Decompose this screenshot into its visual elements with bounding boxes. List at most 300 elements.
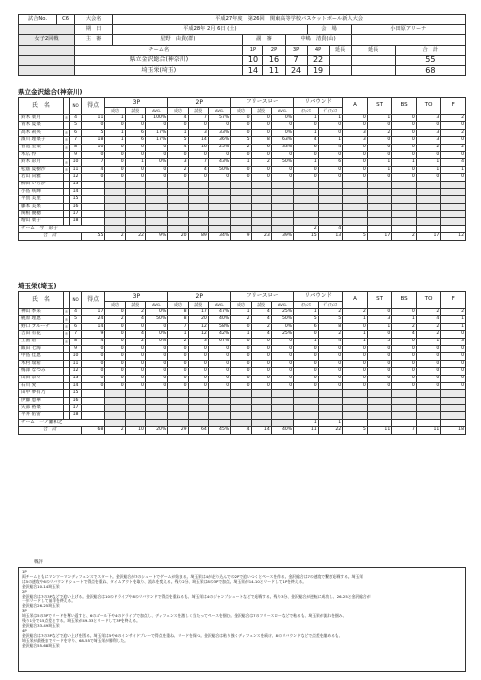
blank-cell	[168, 225, 188, 232]
player-name: 増山 菜子	[19, 218, 64, 225]
player-number: 9	[70, 151, 82, 158]
stat-as: 0	[343, 122, 368, 129]
team-stat-dr: 1	[318, 419, 343, 426]
stat-m2	[168, 218, 188, 225]
stat-af	[251, 390, 271, 397]
col-sub-att: 試投	[188, 302, 208, 309]
stat-af: 4	[251, 316, 271, 323]
total-p2: 45%	[208, 427, 230, 434]
team-stat-as	[343, 225, 368, 232]
totals-label: 合 計	[19, 233, 82, 240]
player-name: 飯田 七海	[19, 345, 64, 352]
stat-a2: 14	[188, 137, 208, 144]
team-row-label	[19, 225, 105, 232]
player-number: 6	[70, 129, 82, 136]
stat-to: 2	[416, 309, 441, 316]
stat-m2	[168, 188, 188, 195]
stat-st: 0	[367, 331, 392, 338]
stat-pf: 0	[271, 360, 293, 367]
total-m3: 2	[105, 233, 125, 240]
player-name: 木広 怜	[19, 151, 64, 158]
stat-p2: 0	[208, 174, 230, 181]
col-2p: 2P	[168, 98, 231, 108]
player-number: 4	[70, 309, 82, 316]
table-row	[19, 338, 466, 345]
col-ft: フリースロー	[231, 98, 294, 108]
stat-bs: 0	[392, 353, 417, 360]
tournament-name: 平成27年度 第26回 関東高等学校バスケットボール新人大会	[113, 15, 466, 25]
stat-st	[367, 390, 392, 397]
stat-a3	[125, 405, 145, 412]
stat-p2: 57%	[208, 115, 230, 122]
stat-m2: 0	[168, 360, 188, 367]
stat-af: 6	[251, 144, 271, 151]
stat-st: 1	[367, 166, 392, 173]
player-name: 伊藤 恵華	[19, 397, 64, 404]
stat-p2: 0	[208, 375, 230, 382]
stat-mf: 2	[231, 316, 251, 323]
player-name: 柳田 いちか	[19, 181, 64, 188]
col-sub-off: ｵﾌｪﾝｽ	[294, 108, 319, 115]
col-sub-avg: AVG.	[208, 302, 230, 309]
starter-mark: ＊	[64, 338, 69, 344]
stat-dr: 0	[318, 360, 343, 367]
stat-pts: 0	[81, 360, 104, 367]
stat-a2: 0	[188, 174, 208, 181]
stat-or: 0	[294, 375, 319, 382]
col-sub-att: 試投	[251, 302, 271, 309]
total-pf: 40%	[271, 427, 293, 434]
stat-p2: 47%	[208, 309, 230, 316]
stat-a2	[188, 211, 208, 218]
stat-m2: 2	[168, 166, 188, 173]
report-line: 金沢総合10-14埼玉栄	[22, 583, 60, 589]
category: 女子2回戦	[19, 35, 75, 45]
blank-cell	[208, 419, 230, 426]
stat-pts	[81, 405, 104, 412]
stat-a2: 20	[188, 316, 208, 323]
stat-pf	[271, 196, 293, 203]
stat-st: 0	[367, 137, 392, 144]
stat-p3: 0	[145, 166, 167, 173]
blank-cell	[188, 225, 208, 232]
total-af: 14	[251, 427, 271, 434]
stat-bs	[392, 203, 417, 210]
total-pts: 68	[81, 427, 104, 434]
col-sub-att: 試投	[125, 302, 145, 309]
stat-mf	[231, 196, 251, 203]
stat-a3: 1	[125, 159, 145, 166]
tournament-label: 大会名	[75, 15, 113, 25]
stat-bs: 0	[392, 151, 417, 158]
player-number: 17	[70, 211, 82, 218]
team-stat-st	[367, 419, 392, 426]
stat-or: 0	[294, 166, 319, 173]
stat-to: 0	[416, 174, 441, 181]
table-row	[19, 137, 466, 144]
stat-m3	[105, 181, 125, 188]
stat-as: 2	[343, 309, 368, 316]
stat-pf: 0	[271, 375, 293, 382]
stat-pts	[81, 218, 104, 225]
stat-f: 0	[441, 375, 466, 382]
player-number: 12	[70, 174, 82, 181]
total-pts: 55	[81, 233, 104, 240]
player-name: 田中 夢有乃	[19, 390, 64, 397]
stat-to: 1	[416, 166, 441, 173]
stat-dr: 0	[318, 129, 343, 136]
stat-dr: 0	[318, 353, 343, 360]
stat-mf: 0	[231, 166, 251, 173]
stat-f: 2	[441, 144, 466, 151]
col-block: BS	[392, 292, 417, 309]
table-row	[19, 159, 466, 166]
stat-to	[416, 211, 441, 218]
quarter-score: 10	[243, 55, 263, 65]
stat-mf	[231, 390, 251, 397]
stat-mf	[231, 181, 251, 188]
stat-or: 4	[294, 137, 319, 144]
col-sub-att: 試投	[188, 108, 208, 115]
stat-m3	[105, 211, 125, 218]
stat-dr	[318, 390, 343, 397]
stat-st	[367, 218, 392, 225]
blank-cell	[271, 419, 293, 426]
quarter-label: 2P	[263, 45, 285, 55]
stat-or: 0	[294, 360, 319, 367]
stat-pts: 14	[81, 323, 104, 330]
stat-f	[441, 181, 466, 188]
stat-m3	[105, 397, 125, 404]
stat-p2: 50%	[208, 166, 230, 173]
col-sub-att: 試投	[251, 108, 271, 115]
player-name: 石川 愛	[19, 382, 64, 389]
stat-dr: 0	[318, 382, 343, 389]
stat-or	[294, 390, 319, 397]
stat-to: 3	[416, 115, 441, 122]
stat-m2: 0	[168, 353, 188, 360]
stat-bs	[392, 412, 417, 419]
team-stat-st	[367, 225, 392, 232]
stat-a2: 3	[188, 338, 208, 345]
stat-or	[294, 188, 319, 195]
player-name: 神山 季来	[19, 309, 64, 316]
total-a2: 64	[188, 427, 208, 434]
quarter-score: 7	[285, 55, 307, 65]
quarter-label: 1P	[243, 45, 263, 55]
stat-m2: 0	[168, 151, 188, 158]
stat-p3	[145, 405, 167, 412]
stat-m2	[168, 390, 188, 397]
stat-a3: 1	[125, 115, 145, 122]
table-row	[19, 122, 466, 129]
stat-or	[294, 196, 319, 203]
stat-a3: 0	[125, 122, 145, 129]
total-bs: 2	[392, 233, 417, 240]
player-name: 梶原 理恵	[19, 316, 64, 323]
col-rebound: リバウンド	[294, 98, 343, 108]
total-a3: 10	[125, 427, 145, 434]
stat-f	[441, 188, 466, 195]
stat-pf: 0%	[271, 323, 293, 330]
player-name: 上園 碧	[19, 338, 64, 345]
starter-mark: ＊	[64, 331, 69, 337]
total-score: 68	[395, 65, 465, 75]
stat-a3: 0	[125, 345, 145, 352]
stat-st: 0	[367, 360, 392, 367]
starter-mark: ＊	[64, 159, 69, 165]
blank-cell	[125, 225, 145, 232]
stat-bs	[392, 188, 417, 195]
stat-m3: 0	[105, 375, 125, 382]
stat-m2: 8	[168, 309, 188, 316]
stat-pf	[271, 405, 293, 412]
stat-a2: 0	[188, 345, 208, 352]
stat-p2: 0	[208, 353, 230, 360]
player-number: 17	[70, 405, 82, 412]
stat-pts: 10	[81, 144, 104, 151]
stat-af: 0	[251, 166, 271, 173]
stat-af: 0	[251, 382, 271, 389]
stat-f: 3	[441, 338, 466, 345]
stat-st: 0	[367, 353, 392, 360]
stat-as: 0	[343, 368, 368, 375]
stat-a3: 0	[125, 151, 145, 158]
stat-pf: 50%	[271, 159, 293, 166]
player-number: 13	[70, 375, 82, 382]
stat-m3	[105, 405, 125, 412]
player-number: 7	[70, 137, 82, 144]
stat-bs: 1	[392, 159, 417, 166]
stat-st	[367, 211, 392, 218]
stat-af: 0	[251, 115, 271, 122]
stat-m2: 7	[168, 323, 188, 330]
stat-st	[367, 181, 392, 188]
stat-p2: 0	[208, 122, 230, 129]
stat-f: 2	[441, 129, 466, 136]
col-steal: ST	[367, 98, 392, 115]
stat-pf: 0	[271, 122, 293, 129]
stat-f	[441, 397, 466, 404]
stat-mf: 5	[231, 137, 251, 144]
report-line: 金沢総合26-25埼玉栄	[22, 603, 60, 609]
stat-as	[343, 203, 368, 210]
player-number: 11	[70, 360, 82, 367]
stat-mf	[231, 188, 251, 195]
stat-p2	[208, 390, 230, 397]
table-row	[19, 309, 466, 316]
stat-m3: 0	[105, 166, 125, 173]
table-row	[19, 316, 466, 323]
stat-a2: 0	[188, 122, 208, 129]
report-line: 4P	[22, 627, 27, 633]
stat-a3: 4	[125, 316, 145, 323]
stat-or: 0	[294, 174, 319, 181]
table-row	[19, 353, 466, 360]
stat-or	[294, 405, 319, 412]
totals-label: 合 計	[19, 427, 82, 434]
stat-or	[294, 211, 319, 218]
stat-p3: 0	[145, 353, 167, 360]
stat-f: 2	[441, 115, 466, 122]
starter-mark: ＊	[64, 137, 69, 143]
stat-mf: 0	[231, 360, 251, 367]
stat-af: 0	[251, 151, 271, 158]
report-line: 1P	[22, 569, 27, 574]
stat-pts	[81, 412, 104, 419]
stat-dr: 4	[318, 144, 343, 151]
stat-pts: 0	[81, 375, 104, 382]
col-points: 得点	[81, 98, 104, 115]
ot-score	[351, 65, 395, 75]
player-name: 矢部 裕菜	[19, 405, 64, 412]
total-p3: 9%	[145, 233, 167, 240]
stat-m3: 2	[105, 316, 125, 323]
col-no: NO	[70, 98, 82, 115]
blank-cell	[105, 225, 125, 232]
player-number: 10	[70, 159, 82, 166]
stat-or	[294, 397, 319, 404]
stat-to: 0	[416, 360, 441, 367]
stat-m3: 0	[105, 323, 125, 330]
stat-st: 0	[367, 122, 392, 129]
col-rebound: リバウンド	[294, 292, 343, 302]
stat-as	[343, 390, 368, 397]
col-sub-avg: AVG.	[145, 108, 167, 115]
col-foul: F	[441, 98, 466, 115]
stat-pf	[271, 203, 293, 210]
stat-mf: 0	[231, 122, 251, 129]
total-m3: 2	[105, 427, 125, 434]
stat-bs	[392, 390, 417, 397]
stat-as: 0	[343, 345, 368, 352]
stat-f	[441, 390, 466, 397]
stat-mf: 1	[231, 331, 251, 338]
stat-p2	[208, 188, 230, 195]
stat-a3: 0	[125, 144, 145, 151]
stat-a2: 12	[188, 331, 208, 338]
stat-p3: 0	[145, 360, 167, 367]
player-stats-table	[18, 97, 466, 241]
stat-pts: 11	[81, 115, 104, 122]
stat-pf: 0	[271, 353, 293, 360]
stat-f: 0	[441, 368, 466, 375]
stat-p2: 43%	[208, 159, 230, 166]
stat-pf: 50%	[271, 316, 293, 323]
stat-pts: 0	[81, 345, 104, 352]
stat-a3: 4	[125, 331, 145, 338]
stat-a3: 0	[125, 382, 145, 389]
stat-p3	[145, 196, 167, 203]
stat-af: 0	[251, 368, 271, 375]
stat-as: 0	[343, 174, 368, 181]
stat-a2: 0	[188, 353, 208, 360]
stat-mf: 0	[231, 345, 251, 352]
stat-bs: 0	[392, 129, 417, 136]
stat-st: 0	[367, 144, 392, 151]
total-f: 12	[441, 233, 466, 240]
stat-af: 0	[251, 122, 271, 129]
stat-a3	[125, 397, 145, 404]
total-st: 11	[367, 427, 392, 434]
blank-cell	[145, 419, 167, 426]
stat-m3: 0	[105, 360, 125, 367]
stat-af	[251, 412, 271, 419]
blank-cell	[188, 419, 208, 426]
col-name: 氏 名	[19, 292, 64, 309]
stat-pf: 0	[271, 338, 293, 345]
stat-f: 0	[441, 174, 466, 181]
stat-pf: 0%	[271, 129, 293, 136]
stat-dr: 1	[318, 137, 343, 144]
stat-m3: 0	[105, 122, 125, 129]
stat-m2	[168, 203, 188, 210]
table-row	[19, 323, 466, 330]
team-label: チーム	[21, 225, 35, 231]
blank-cell	[168, 419, 188, 426]
team-stat-f	[441, 225, 466, 232]
stat-to: 3	[416, 129, 441, 136]
stat-m2: 3	[168, 159, 188, 166]
stat-af	[251, 181, 271, 188]
venue-value: 小田原アリーナ	[351, 25, 465, 35]
stat-pts	[81, 188, 104, 195]
stat-or	[294, 412, 319, 419]
stat-dr: 0	[318, 151, 343, 158]
stat-mf: 0	[231, 353, 251, 360]
stat-p3	[145, 397, 167, 404]
stat-to: 4	[416, 316, 441, 323]
total-to: 11	[416, 427, 441, 434]
stat-bs: 0	[392, 137, 417, 144]
total-f: 18	[441, 427, 466, 434]
total-or: 11	[294, 427, 319, 434]
team-name: 埼玉栄(埼玉)	[75, 65, 243, 75]
stat-as: 3	[343, 129, 368, 136]
stat-st	[367, 196, 392, 203]
stat-dr	[318, 203, 343, 210]
stat-dr: 4	[318, 338, 343, 345]
blank-cell	[231, 419, 251, 426]
player-name: 平井 佑宙	[19, 412, 64, 419]
stat-as	[343, 211, 368, 218]
stat-af	[251, 196, 271, 203]
stat-mf: 1	[231, 159, 251, 166]
stat-to	[416, 196, 441, 203]
stat-a2: 16	[188, 144, 208, 151]
player-name: 鈴木 菜月	[19, 115, 64, 122]
stat-p2	[208, 405, 230, 412]
player-name: 関根 優穂	[19, 211, 64, 218]
col-3p: 3P	[105, 292, 168, 302]
table-row	[19, 115, 466, 122]
team-col-label: チーム名	[75, 45, 243, 55]
stat-f: 0	[441, 137, 466, 144]
game-header-table	[18, 14, 466, 76]
stat-or: 1	[294, 129, 319, 136]
stat-to: 2	[416, 144, 441, 151]
total-a3: 22	[125, 233, 145, 240]
stat-p3	[145, 412, 167, 419]
game-report-body	[18, 567, 466, 672]
stat-or: 1	[294, 309, 319, 316]
stat-m2: 1	[168, 129, 188, 136]
player-number: 4	[70, 115, 82, 122]
stat-pf: 25%	[271, 331, 293, 338]
stat-m2: 5	[168, 137, 188, 144]
team-stat-f	[441, 419, 466, 426]
table-row	[19, 196, 466, 203]
